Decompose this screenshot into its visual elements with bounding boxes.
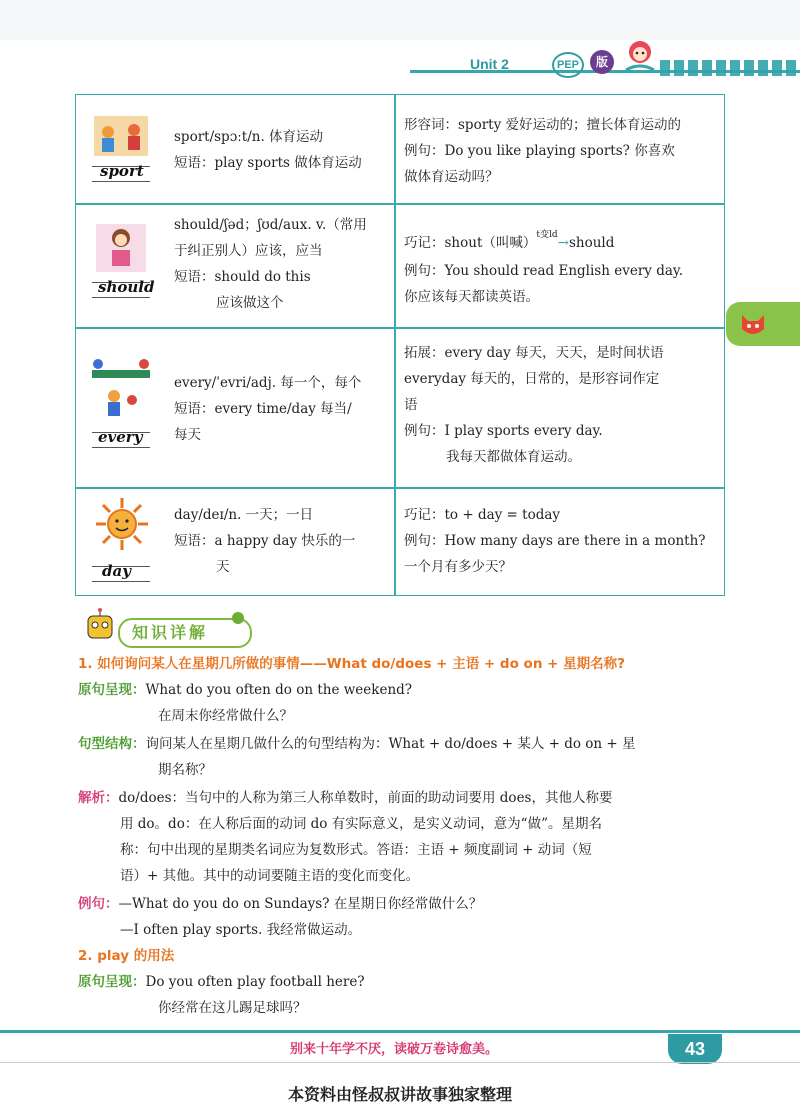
- table-row: [88, 356, 154, 426]
- structure-text-cont: 期名称？: [158, 762, 212, 778]
- fox-icon: [738, 309, 768, 339]
- page-number: 43: [668, 1034, 722, 1064]
- phrase-line: 短语：should do this: [174, 269, 311, 285]
- note-line: 形容词：sporty 爱好运动的；擅长体育运动的: [404, 117, 681, 133]
- phrase-line: 短语：every time/day 每当/: [174, 401, 352, 417]
- example-block: [78, 892, 728, 917]
- table-divider: [394, 94, 396, 596]
- table-row: [92, 112, 150, 166]
- word-should: should: [98, 278, 155, 296]
- vocab-notes: [404, 340, 722, 470]
- note-text: 巧记：shout（叫喊）: [404, 235, 537, 251]
- section-dot: [232, 612, 244, 624]
- analysis-text: do/does：当句中的人称为第三人称单数时，前面的助动词要用 does，其他人称要: [118, 790, 613, 806]
- every-illustration: [88, 356, 154, 422]
- note-text: should: [568, 235, 615, 251]
- note-line: 例句：I play sports every day.: [404, 423, 603, 439]
- phrase-translation: 应该做这个: [216, 295, 284, 311]
- original-sentence-block: [78, 970, 365, 995]
- example-text: —What do you do on Sundays? 在星期日你经常做什么？: [118, 896, 483, 912]
- note-line: everyday 每天的，日常的，是形容词作定: [404, 371, 660, 387]
- note-line: 例句：Do you like playing sports? 你喜欢: [404, 143, 675, 159]
- vocab-definition: [174, 212, 367, 316]
- phrase-line: 天: [216, 559, 230, 575]
- note-line: 巧记：to + day = today: [404, 507, 561, 523]
- side-tab: [726, 302, 800, 346]
- definition-line: should/ʃəd；ʃʊd/aux. v.（常用: [174, 217, 367, 233]
- definition-line: every/ˈevri/adj. 每一个，每个: [174, 375, 362, 391]
- note-line: 拓展：every day 每天，天天，是时间状语: [404, 345, 664, 361]
- original-en: What do you often do on the weekend?: [145, 682, 413, 698]
- point-2-title: 2. play 的用法: [78, 948, 175, 964]
- word-sport: sport: [100, 162, 144, 180]
- sun-illustration: [92, 496, 152, 552]
- footer-separator: [0, 1062, 800, 1063]
- definition-line: sport/spɔːt/n. 体育运动: [174, 129, 324, 145]
- phrase-line: 短语：play sports 做体育运动: [174, 155, 362, 171]
- arrow-icon: →: [557, 235, 569, 251]
- unit-label: Unit 2: [470, 56, 509, 72]
- definition-line: 于纠正别人）应该，应当: [174, 243, 323, 259]
- analysis-text: 用 do。do：在人称后面的动词 do 有实际意义，是实义动词，意为“做”。星期名: [120, 816, 602, 832]
- note-line: 做体育运动吗？: [404, 169, 499, 185]
- note-line: 语: [404, 397, 418, 413]
- footer-rule: [0, 1030, 800, 1033]
- footer-motto: 别来十年学不厌，读破万卷诗愈美。: [290, 1042, 499, 1057]
- original-zh: 你经常在这儿踢足球吗？: [158, 1000, 307, 1016]
- vocab-definition: [174, 124, 362, 176]
- analysis-block: [78, 786, 728, 811]
- vocab-definition: [174, 502, 355, 580]
- original-label: 原句呈现：: [78, 682, 146, 698]
- note-line: 你应该每天都读英语。: [404, 289, 539, 305]
- row-divider: [75, 327, 725, 329]
- note-line: 我每天都做体育运动。: [446, 449, 581, 465]
- structure-text: 询问某人在星期几做什么的句型结构为：What + do/does + 某人 + do on + 星: [145, 736, 636, 752]
- mnemonic-line: [404, 230, 722, 258]
- original-label: 原句呈现：: [78, 974, 146, 990]
- structure-label: 句型结构：: [78, 736, 146, 752]
- analysis-label: 解析：: [78, 790, 119, 806]
- example-label: 例句：: [78, 896, 119, 912]
- point-1-title: 1. 如何询问某人在星期几所做的事情——What do/does + 主语 + do on + 星期名称?: [78, 656, 625, 672]
- section-title: 知识详解: [132, 623, 209, 642]
- original-zh: 在周末你经常做什么？: [158, 708, 293, 724]
- pep-badge: PEP: [552, 52, 584, 78]
- note-line: 例句：You should read English every day.: [404, 263, 684, 279]
- word-every: every: [98, 428, 143, 446]
- note-line: 一个月有多少天？: [404, 559, 512, 575]
- note-line: 例句：How many days are there in a month?: [404, 533, 706, 549]
- row-divider: [75, 487, 725, 489]
- header-band: [0, 0, 800, 40]
- row-divider: [75, 203, 725, 205]
- table-row: [92, 496, 152, 556]
- vocab-notes: [404, 230, 722, 310]
- should-illustration: [94, 222, 148, 274]
- credit-line: 本资料由怪叔叔讲故事独家整理: [287, 1085, 512, 1104]
- analysis-text: 称：句中出现的星期类名词应为复数形式。答语：主语 + 频度副词 + 动词（短: [120, 842, 592, 858]
- analysis-text: 语）+ 其他。其中的动词要随主语的变化而变化。: [120, 868, 420, 884]
- table-row: [94, 222, 148, 278]
- example-text: —I often play sports. 我经常做运动。: [120, 922, 362, 938]
- word-day: day: [102, 562, 131, 580]
- original-en: Do you often play football here?: [145, 974, 365, 990]
- vocab-definition: [174, 370, 361, 448]
- edition-badge: 版: [590, 50, 614, 74]
- sport-illustration: [92, 112, 150, 162]
- original-sentence-block: [78, 678, 412, 703]
- phrase-line: 短语：a happy day 快乐的一: [174, 533, 356, 549]
- transform-note: t变ld: [536, 230, 558, 240]
- phrase-line: 每天: [174, 427, 201, 443]
- vocab-notes: [404, 502, 722, 580]
- definition-line: day/deɪ/n. 一天；一日: [174, 507, 314, 523]
- mascot-icon: [618, 36, 662, 76]
- header-decoration: [660, 60, 800, 76]
- robot-mascot-icon: [80, 606, 120, 646]
- vocab-notes: [404, 112, 722, 190]
- structure-block: [78, 732, 728, 757]
